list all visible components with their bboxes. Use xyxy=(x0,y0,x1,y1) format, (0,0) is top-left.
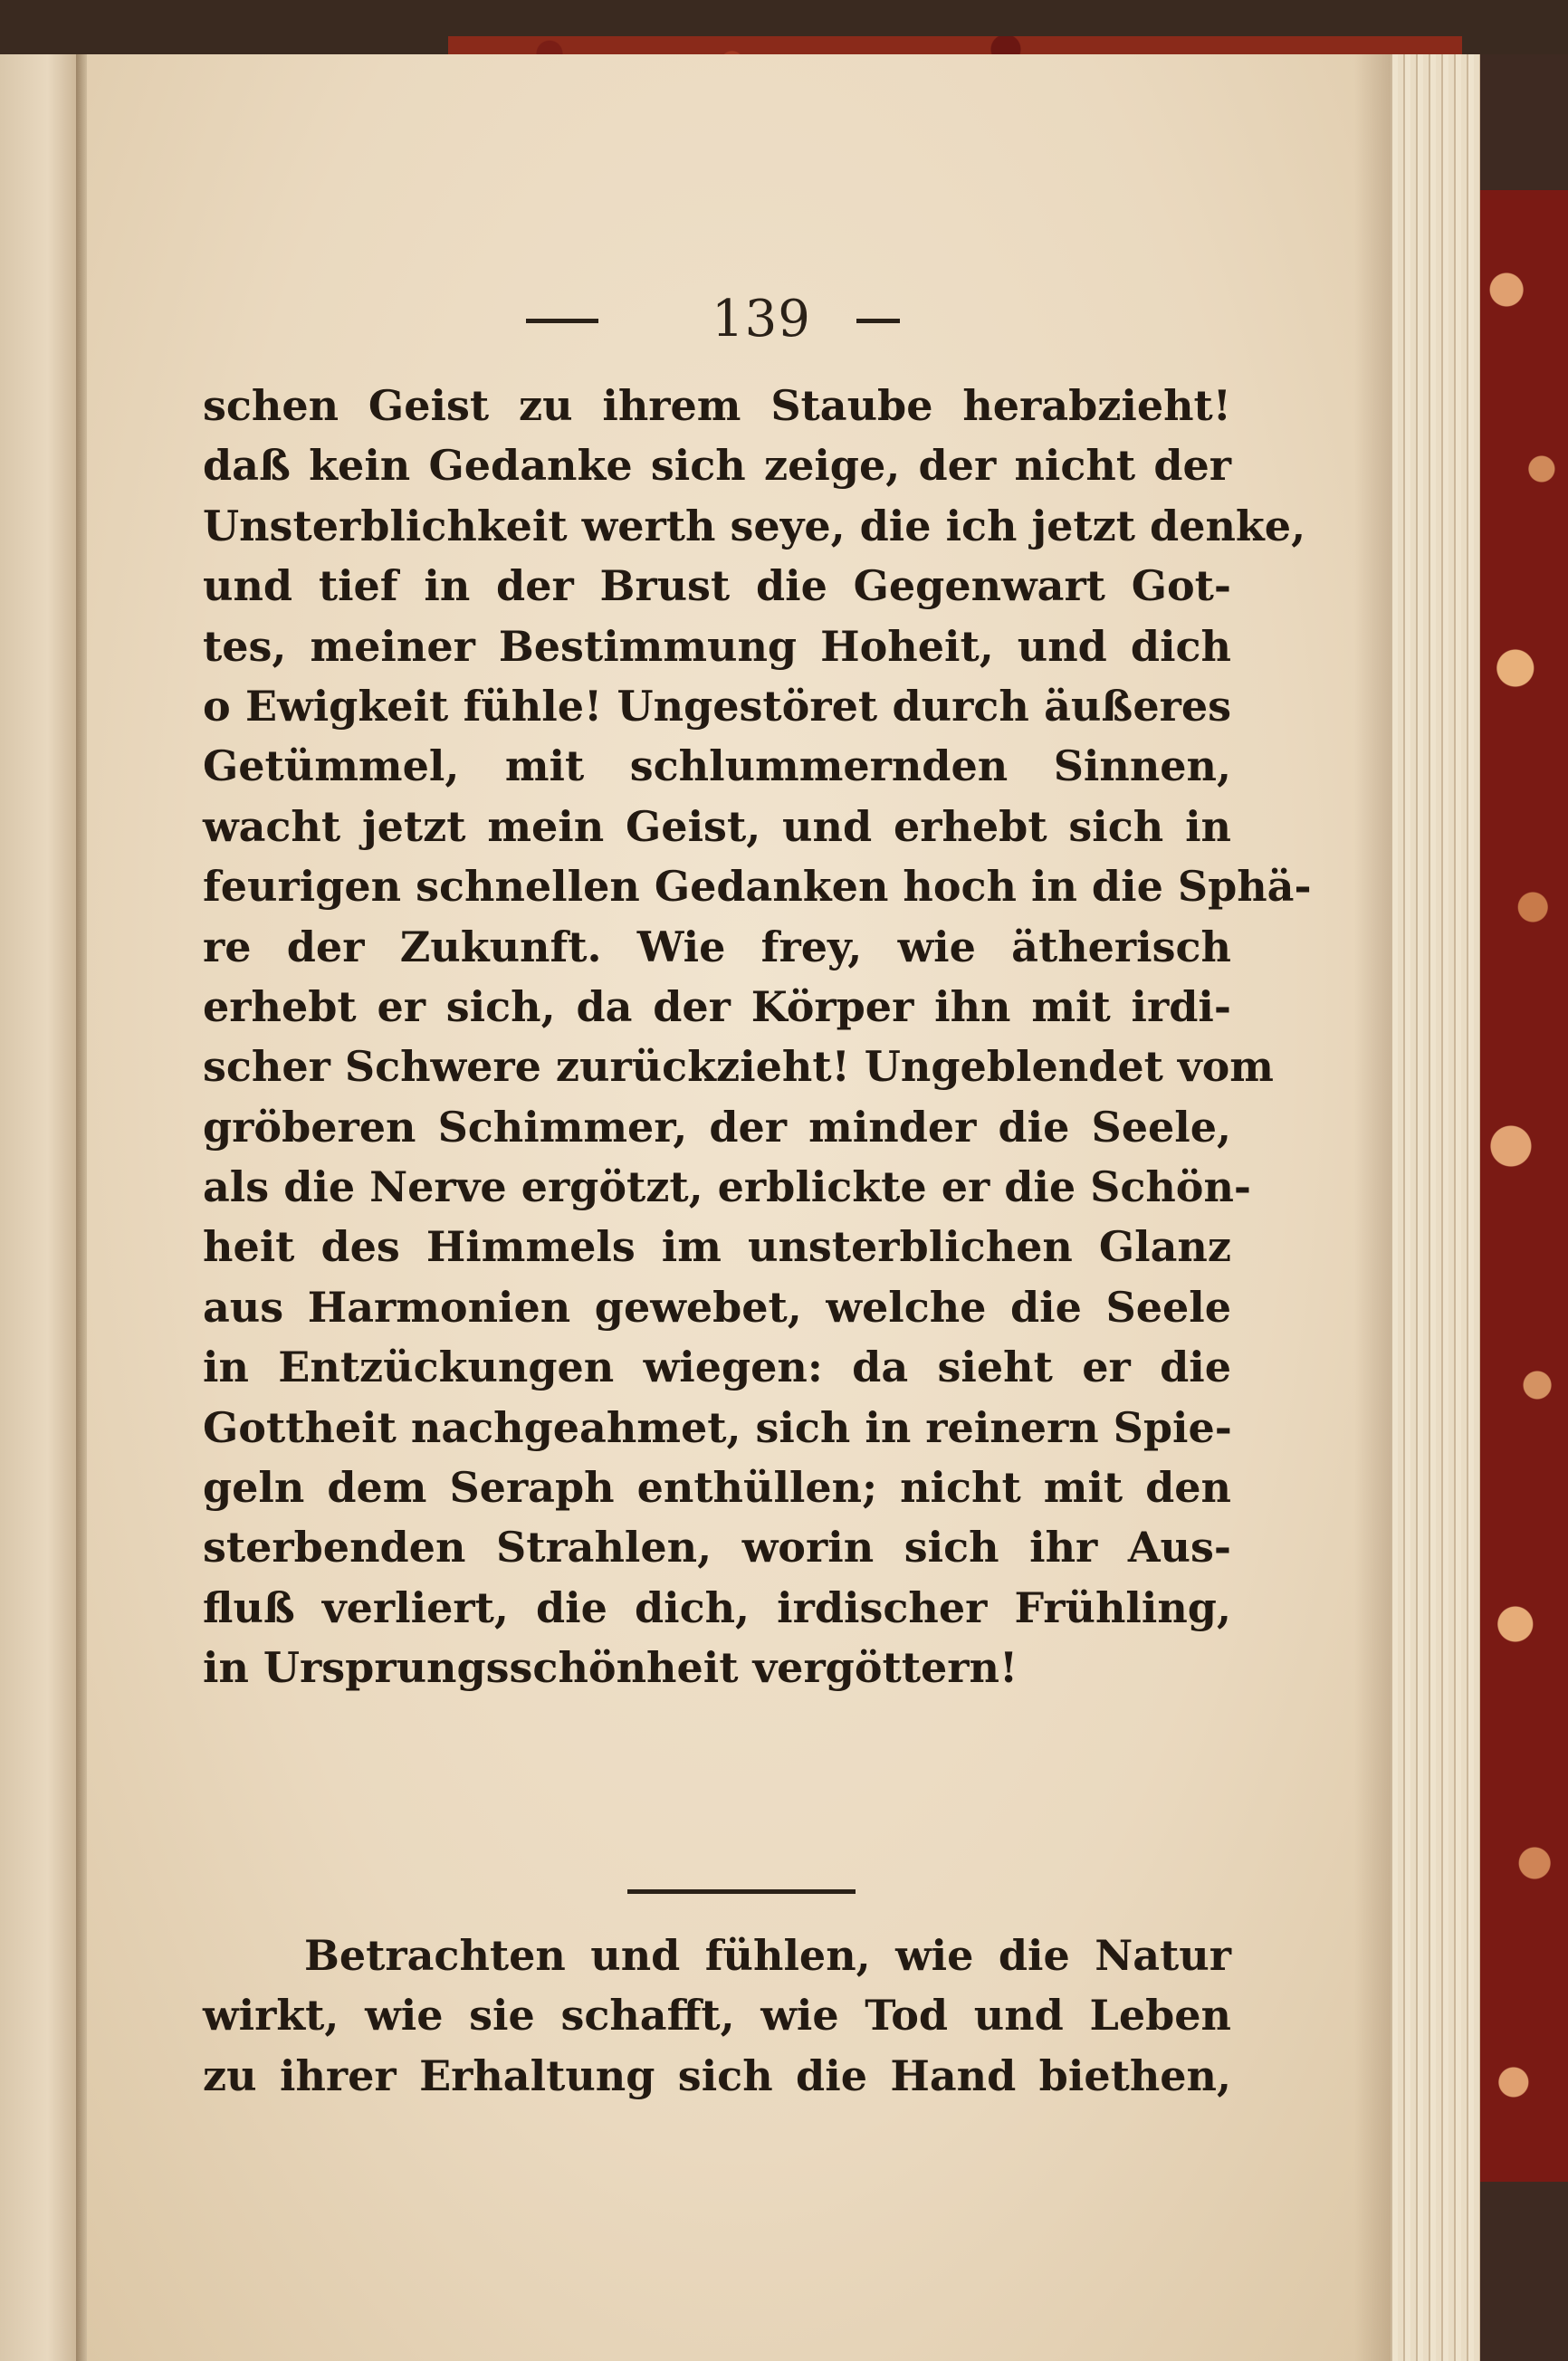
text-line: und tief in der Brust die Gegenwart Got- xyxy=(203,561,1231,611)
text-line: erhebt er sich, da der Körper ihn mit irdi- xyxy=(203,981,1231,1031)
text-line: fluß verliert, die dich, irdischer Frühling, xyxy=(203,1582,1231,1632)
text-line: tes, meiner Bestimmung Hoheit, und dich xyxy=(203,621,1231,671)
text-line: wacht jetzt mein Geist, und erhebt sich in xyxy=(203,801,1231,851)
text-line: o Ewigkeit fühle! Ungestöret durch äußeres xyxy=(203,681,1231,731)
page-edges xyxy=(1385,54,1480,2361)
text-line: zu ihrer Erhaltung sich die Hand biethen, xyxy=(203,2050,1231,2100)
text-line: wirkt, wie sie schafft, wie Tod und Leben xyxy=(203,1991,1231,2041)
page-number: 139 xyxy=(712,290,811,349)
text-line: schen Geist zu ihrem Staube herabzieht! xyxy=(203,381,1231,430)
text-line: gröberen Schimmer, der minder die Seele, xyxy=(203,1102,1231,1152)
header-dash-left xyxy=(526,319,598,323)
text-line: Gottheit nachgeahmet, sich in reinern Spie- xyxy=(203,1402,1232,1452)
text-line: als die Nerve ergötzt, erblickte er die Schön- xyxy=(203,1162,1252,1212)
text-line: Getümmel, mit schlummernden Sinnen, xyxy=(203,741,1231,791)
cover-edge-bottom-right xyxy=(1480,2182,1568,2361)
text-line: geln dem Seraph enthüllen; nicht mit den xyxy=(203,1463,1231,1513)
text-line: sterbenden Strahlen, worin sich ihr Aus- xyxy=(203,1523,1231,1572)
facing-page-edge xyxy=(0,54,80,2361)
paragraph-1 xyxy=(203,376,1312,1698)
text-line: in Entzückungen wiegen: da sieht er die xyxy=(203,1343,1231,1392)
text-line: heit des Himmels im unsterblichen Glanz xyxy=(203,1222,1231,1272)
text-line: Betrachten und fühlen, wie die Natur xyxy=(304,1931,1231,1980)
paragraph-2 xyxy=(203,1926,1231,2106)
text-line: Unsterblichkeit werth seye, die ich jetzt denke, xyxy=(203,501,1306,550)
text-line: feurigen schnellen Gedanken hoch in die Sphä- xyxy=(203,862,1312,912)
cover-edge-top-right xyxy=(1480,54,1568,190)
text-line: daß kein Gedanke sich zeige, der nicht der xyxy=(203,441,1231,491)
marbled-cover-right xyxy=(1480,190,1568,2182)
section-divider xyxy=(627,1889,856,1894)
page-header xyxy=(87,263,1391,349)
text-line: re der Zukunft. Wie frey, wie ätherisch xyxy=(203,922,1231,971)
book-page xyxy=(87,54,1391,2361)
text-line: scher Schwere zurückzieht! Ungeblendet vom xyxy=(203,1042,1274,1092)
text-line: in Ursprungsschönheit vergöttern! xyxy=(203,1643,1018,1693)
header-dash-right xyxy=(856,319,900,323)
text-line: aus Harmonien gewebet, welche die Seele xyxy=(203,1282,1231,1332)
